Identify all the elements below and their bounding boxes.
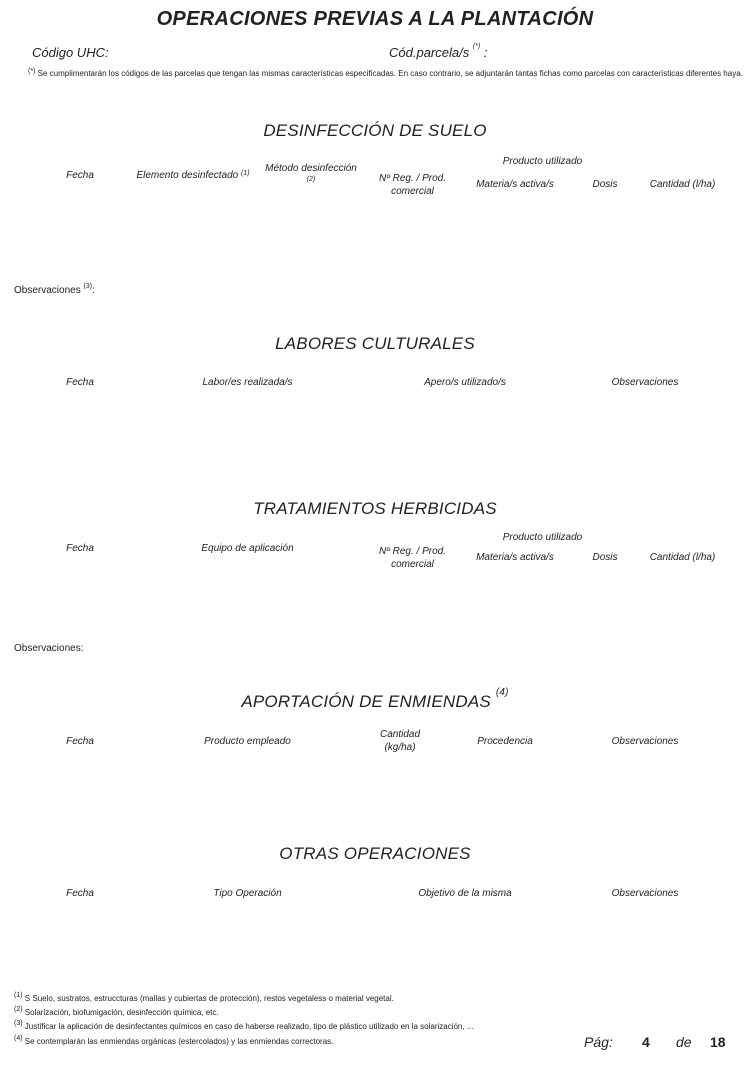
page-de: de: [676, 1034, 692, 1050]
desinfeccion-col-noreg-line2: comercial: [391, 186, 434, 197]
footnote-1: [14, 994, 394, 1003]
otras-col-fecha: Fecha: [66, 888, 94, 899]
footnote-1-text: S Suelo, sustratos, estrucct​uras (mallas y cubiertas de protección), restos vegetaless o material vegetal.: [24, 994, 394, 1003]
page-number: 4: [642, 1034, 650, 1050]
desinfeccion-col-elemento-text: Elemento desinfectado: [136, 170, 239, 181]
footnote-2-text: Solarización, biofumigación, desinfección química, etc.: [24, 1008, 219, 1017]
enmiendas-col-procedencia: Procedencia: [477, 736, 533, 747]
desinfeccion-col-materia: Materia/s activa/s: [476, 179, 554, 190]
herbicidas-col-noreg-line2: comercial: [391, 559, 434, 570]
enmiendas-col-cantidad-line2: (kg/ha): [384, 742, 416, 753]
otras-col-tipo: Tipo Operación: [213, 888, 282, 899]
herbicidas-col-dosis: Dosis: [592, 552, 618, 563]
cod-parcela-mark: (*): [472, 43, 481, 50]
otras-col-observaciones: Observaciones: [611, 888, 679, 899]
cod-parcela-colon: :: [483, 45, 488, 60]
desinfeccion-producto-utilizado: Producto utilizado: [502, 156, 583, 167]
enmiendas-col-fecha: Fecha: [66, 736, 94, 747]
page-title: OPERACIONES PREVIAS A LA PLANTACIÓN: [156, 8, 594, 30]
labores-col-observaciones: Observaciones: [611, 377, 679, 388]
desinfeccion-observaciones-mark: (3): [83, 283, 93, 290]
footnote-1-mark: (1): [14, 992, 23, 999]
desinfeccion-col-noreg-line1: Nº Reg. / Prod.: [378, 173, 446, 184]
section-title-otras: OTRAS OPERACIONES: [279, 844, 471, 863]
labores-col-apero: Apero/s utilizado/s: [424, 377, 506, 388]
desinfeccion-col-metodo: [255, 162, 367, 184]
herbicidas-col-fecha: Fecha: [66, 543, 94, 554]
herbicidas-observaciones: Observaciones:: [14, 643, 84, 654]
enmiendas-title-text: APORTACIÓN DE ENMIENDAS: [241, 692, 491, 711]
desinfeccion-observaciones: [14, 285, 95, 296]
enmiendas-col-cantidad-line1: Cantidad: [379, 729, 421, 740]
desinfeccion-col-elemento: [118, 169, 268, 182]
desinfeccion-col-fecha: Fecha: [66, 170, 94, 181]
enmiendas-col-cantidad: [355, 728, 445, 754]
herbicidas-producto-utilizado: Producto utilizado: [502, 532, 583, 543]
footnote-4-mark: (4): [14, 1035, 23, 1042]
desinfeccion-col-elemento-mark: (1): [240, 170, 250, 177]
desinfeccion-col-metodo-mark: (2): [306, 176, 316, 183]
enmiendas-title-mark: (4): [495, 687, 509, 698]
section-title-herbicidas: TRATAMIENTOS HERBICIDAS: [253, 499, 497, 518]
desinfeccion-observaciones-text: Observaciones: [14, 285, 81, 296]
footnote-4-text: Se contemplarán las enmiendas orgánicas (estercolados) y las enmiendas correctoras.: [24, 1037, 334, 1046]
enmiendas-col-producto: Producto empleado: [204, 736, 291, 747]
desinfeccion-col-metodo-text: Método desinfección: [265, 163, 357, 174]
labores-col-labor: Labor/es realizada/s: [202, 377, 293, 388]
footnote-3-text: Justificar la aplicación de desinfectantes químicos en caso de haberse realizado, tipo de plástico utilizado en la solarización, ...: [24, 1022, 474, 1031]
otras-col-objetivo: Objetivo de la misma: [418, 888, 512, 899]
header-note-text: Se cumplimentarán los códigos de las parcelas que tengan las mismas características especificadas. En caso contrario, se adjuntarán tantas fichas como parcelas con características diferentes haya.: [37, 69, 743, 78]
footnote-2: [14, 1008, 219, 1017]
desinfeccion-col-dosis: Dosis: [592, 179, 618, 190]
page-label: Pág:: [584, 1034, 613, 1050]
codigo-uhc-label: Código UHC:: [32, 45, 109, 60]
herbicidas-col-cantidad: Cantidad (l/ha): [649, 552, 716, 563]
section-title-enmiendas: [0, 687, 750, 712]
herbicidas-col-noreg-line1: Nº Reg. / Prod.: [378, 546, 446, 557]
labores-col-fecha: Fecha: [66, 377, 94, 388]
cod-parcela-label: [389, 45, 487, 60]
herbicidas-col-equipo: Equipo de aplicación: [201, 543, 294, 554]
herbicidas-col-materia: Materia/s activa/s: [476, 552, 554, 563]
desinfeccion-observaciones-colon: :: [92, 285, 95, 296]
desinfeccion-col-cantidad: Cantidad (l/ha): [649, 179, 716, 190]
cod-parcela-text: Cód.parcela/s: [389, 45, 470, 60]
footnote-2-mark: (2): [14, 1006, 23, 1013]
section-title-desinfeccion: DESINFECCIÓN DE SUELO: [263, 121, 487, 140]
herbicidas-col-noreg: [365, 545, 460, 571]
header-note-mark: (*): [28, 68, 36, 75]
header-note: [28, 68, 743, 79]
footnote-4: [14, 1037, 333, 1046]
footnote-3-mark: (3): [14, 1020, 23, 1027]
desinfeccion-col-noreg: [365, 172, 460, 198]
section-title-labores: LABORES CULTURALES: [275, 334, 475, 353]
page-total: 18: [710, 1034, 726, 1050]
enmiendas-col-observaciones: Observaciones: [611, 736, 679, 747]
footnote-3: [14, 1022, 474, 1031]
